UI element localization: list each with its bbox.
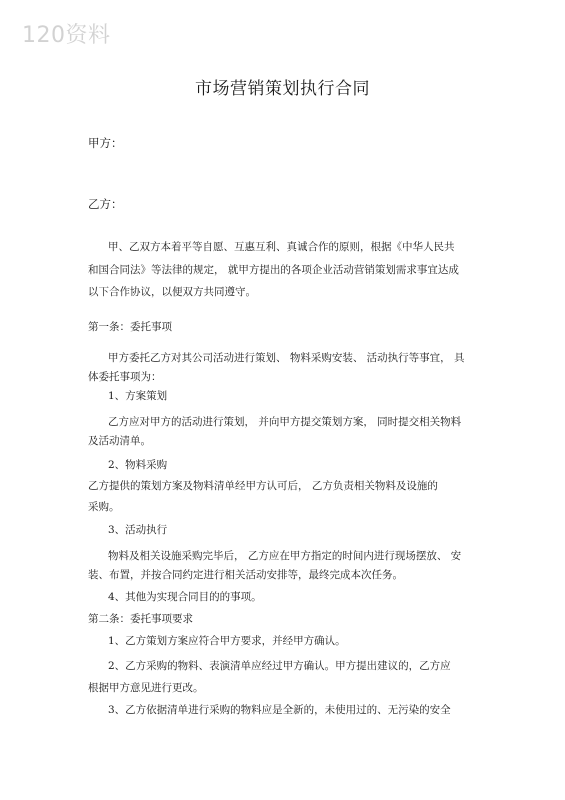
- item-text: 乙方提供的策划方案及物料清单经甲方认可后， 乙方负责相关物料及设施的: [88, 480, 438, 492]
- party-a-label: 甲方：: [88, 136, 123, 150]
- article-2-clause: 3、乙方依据清单进行采购的物料应是全新的，未使用过的、无污染的安全: [108, 704, 451, 716]
- watermark-logo: 120资料: [22, 23, 111, 48]
- item-text: 物料及相关设施采购完毕后， 乙方应在甲方指定的时间内进行现场摆放、 安: [108, 550, 462, 562]
- item-text: 及活动清单。: [88, 435, 151, 447]
- party-b-label: 乙方：: [88, 197, 123, 211]
- article-2-clause: 1、乙方策划方案应符合甲方要求，并经甲方确认。: [108, 635, 346, 647]
- preamble-line: 以下合作协议，以便双方共同遵守。: [88, 286, 256, 298]
- item-text: 装、布置，并按合同约定进行相关活动安排等，最终完成本次任务。: [88, 569, 403, 581]
- item-text: 采购。: [88, 501, 120, 513]
- article-2-clause: 2、乙方采购的物料、表演清单应经过甲方确认。甲方提出建议的，乙方应: [108, 660, 451, 672]
- item-text: 乙方应对甲方的活动进行策划， 并向甲方提交策划方案， 同时提交相关物料: [108, 416, 462, 428]
- preamble-line: 甲、乙双方本着平等自愿、互惠互利、真诚合作的原则，根据《中华人民共: [108, 241, 455, 253]
- article-2-heading: 第二条：委托事项要求: [88, 613, 193, 625]
- article-1-heading: 第一条：委托事项: [88, 321, 172, 333]
- preamble-line: 和国合同法》等法律的规定， 就甲方提出的各项企业活动营销策划需求事宜达成: [88, 264, 459, 276]
- article-1-intro: 体委托事项为：: [88, 371, 162, 383]
- document-title: 市场营销策划执行合同: [195, 79, 370, 99]
- item-label: 4、其他为实现合同目的的事项。: [108, 591, 262, 603]
- item-label: 2、物料采购: [108, 459, 168, 471]
- article-1-intro: 甲方委托乙方对其公司活动进行策划、 物料采购安装、 活动执行等事宜， 具: [108, 352, 465, 364]
- article-2-clause: 根据甲方意见进行更改。: [88, 682, 204, 694]
- item-label: 1、方案策划: [108, 390, 168, 402]
- item-label: 3、活动执行: [108, 524, 168, 536]
